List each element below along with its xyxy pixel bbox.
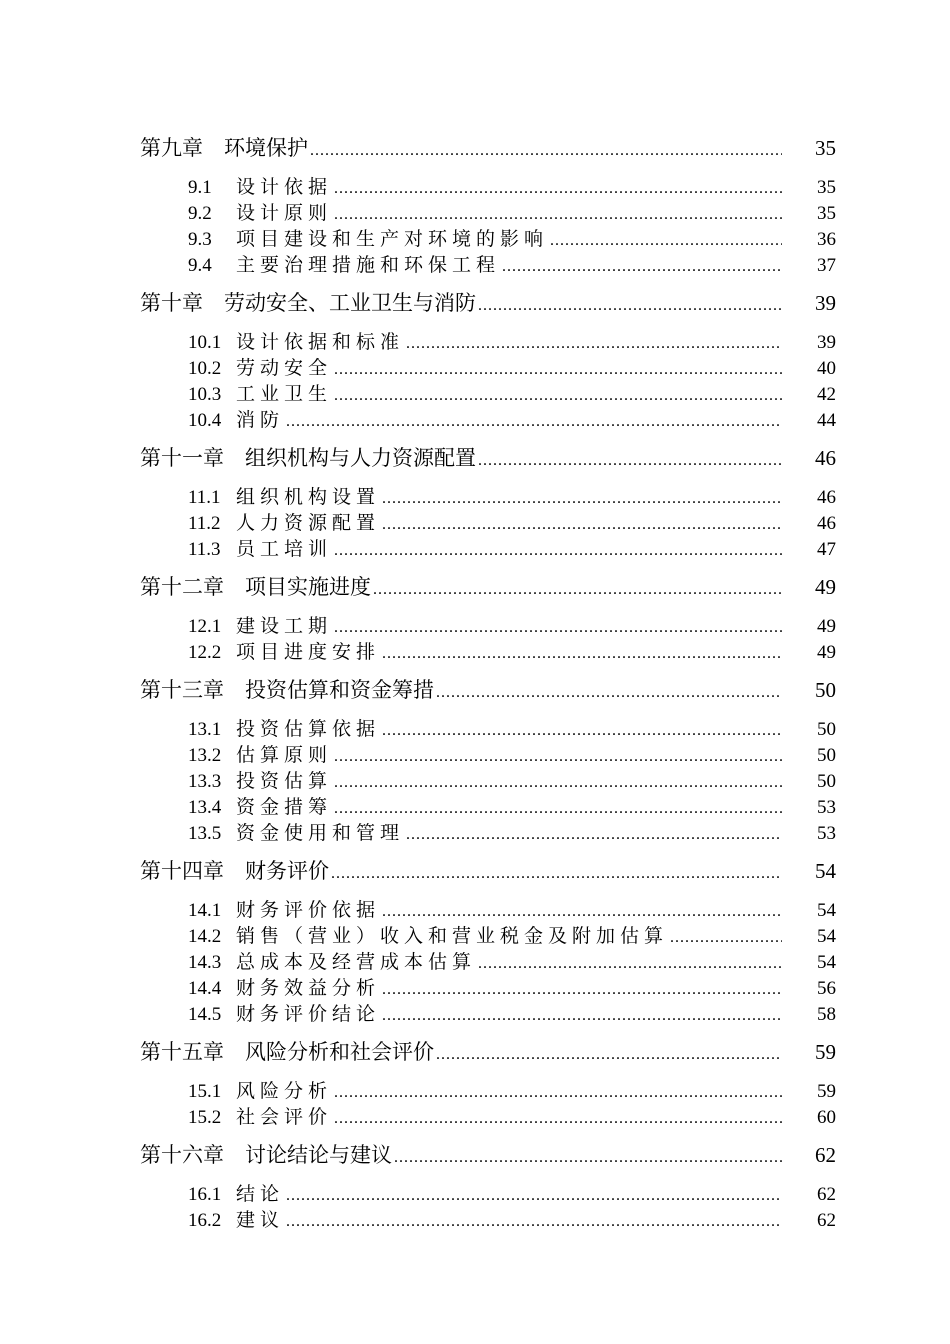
- section-title: 总成本及经营成本估算: [236, 952, 477, 973]
- toc-section-entry[interactable]: [140, 640, 836, 666]
- toc-section-entry[interactable]: [140, 537, 836, 563]
- section-number: 10.2: [188, 358, 222, 379]
- toc-section-entry[interactable]: [140, 1105, 836, 1131]
- section-title: 估算原则: [236, 745, 333, 766]
- section-page-number: 54: [817, 926, 836, 947]
- toc-chapter-entry[interactable]: [140, 446, 836, 473]
- toc-chapter-entry[interactable]: [140, 1143, 836, 1170]
- dot-leader: [334, 1106, 782, 1131]
- dot-leader: [334, 383, 782, 408]
- section-title: 组织机构设置: [236, 487, 381, 508]
- chapter-title: 第十二章 项目实施进度: [140, 575, 371, 599]
- section-page-number: 60: [817, 1107, 836, 1128]
- chapter-title: 第十六章 讨论结论与建议: [140, 1143, 392, 1167]
- section-number: 13.5: [188, 823, 222, 844]
- toc-section-entry[interactable]: [140, 924, 836, 950]
- chapter-page-number: 62: [815, 1143, 836, 1167]
- dot-leader: [394, 1145, 782, 1170]
- dot-leader: [382, 486, 782, 511]
- section-number: 13.2: [188, 745, 222, 766]
- section-title: 项目进度安排: [236, 642, 381, 663]
- section-title: 资金使用和管理: [236, 823, 405, 844]
- dot-leader: [502, 254, 782, 279]
- section-page-number: 54: [817, 952, 836, 973]
- section-number: 10.4: [188, 410, 222, 431]
- section-page-number: 49: [817, 616, 836, 637]
- section-number: 13.4: [188, 797, 222, 818]
- dot-leader: [670, 925, 782, 950]
- section-title: 项目建设和生产对环境的影响: [236, 229, 549, 250]
- toc-section-entry[interactable]: [140, 795, 836, 821]
- dot-leader: [478, 951, 782, 976]
- section-page-number: 37: [817, 255, 836, 276]
- section-number: 10.3: [188, 384, 222, 405]
- chapter-page-number: 59: [815, 1040, 836, 1064]
- section-number: 14.4: [188, 978, 222, 999]
- dot-leader: [334, 538, 782, 563]
- section-number: 13.3: [188, 771, 222, 792]
- dot-leader: [334, 1080, 782, 1105]
- toc-section-entry[interactable]: [140, 821, 836, 847]
- toc-chapter-entry[interactable]: [140, 291, 836, 318]
- dot-leader: [382, 641, 782, 666]
- toc-chapter-entry[interactable]: [140, 1040, 836, 1067]
- section-number: 14.5: [188, 1004, 222, 1025]
- toc-section-entry[interactable]: [140, 614, 836, 640]
- toc-section-entry[interactable]: [140, 1208, 836, 1234]
- section-number: 14.3: [188, 952, 222, 973]
- section-title: 工业卫生: [236, 384, 333, 405]
- section-page-number: 49: [817, 642, 836, 663]
- table-of-contents: [140, 136, 836, 1234]
- chapter-page-number: 54: [815, 859, 836, 883]
- section-number: 11.1: [188, 487, 221, 508]
- chapter-title: 第十三章 投资估算和资金筹措: [140, 678, 434, 702]
- section-number: 9.1: [188, 177, 212, 198]
- section-page-number: 53: [817, 797, 836, 818]
- section-number: 15.2: [188, 1107, 222, 1128]
- section-number: 10.1: [188, 332, 222, 353]
- section-title: 投资估算依据: [236, 719, 381, 740]
- toc-section-entry[interactable]: [140, 201, 836, 227]
- section-number: 9.2: [188, 203, 212, 224]
- toc-section-entry[interactable]: [140, 1182, 836, 1208]
- dot-leader: [334, 176, 782, 201]
- dot-leader: [310, 138, 782, 163]
- section-title: 财务效益分析: [236, 978, 381, 999]
- toc-section-entry[interactable]: [140, 769, 836, 795]
- dot-leader: [406, 331, 782, 356]
- section-title: 社会评价: [236, 1107, 333, 1128]
- section-page-number: 56: [817, 978, 836, 999]
- dot-leader: [334, 744, 782, 769]
- section-title: 财务评价依据: [236, 900, 381, 921]
- section-page-number: 58: [817, 1004, 836, 1025]
- dot-leader: [436, 680, 782, 705]
- section-page-number: 40: [817, 358, 836, 379]
- dot-leader: [373, 577, 782, 602]
- section-number: 9.4: [188, 255, 212, 276]
- toc-section-entry[interactable]: [140, 408, 836, 434]
- chapter-title: 第十章 劳动安全、工业卫生与消防: [140, 291, 476, 315]
- section-title: 建设工期: [236, 616, 333, 637]
- section-page-number: 47: [817, 539, 836, 560]
- toc-section-entry[interactable]: [140, 356, 836, 382]
- toc-section-entry[interactable]: [140, 743, 836, 769]
- section-title: 建议: [236, 1210, 285, 1231]
- section-number: 15.1: [188, 1081, 222, 1102]
- toc-section-entry[interactable]: [140, 976, 836, 1002]
- section-number: 13.1: [188, 719, 222, 740]
- section-number: 14.2: [188, 926, 222, 947]
- dot-leader: [436, 1042, 782, 1067]
- section-page-number: 62: [817, 1210, 836, 1231]
- chapter-page-number: 49: [815, 575, 836, 599]
- section-page-number: 50: [817, 745, 836, 766]
- dot-leader: [550, 228, 782, 253]
- toc-chapter-entry[interactable]: [140, 575, 836, 602]
- section-number: 16.1: [188, 1184, 222, 1205]
- section-page-number: 35: [817, 177, 836, 198]
- section-number: 12.2: [188, 642, 222, 663]
- section-page-number: 46: [817, 513, 836, 534]
- chapter-title: 第十四章 财务评价: [140, 859, 329, 883]
- section-title: 设计依据: [236, 177, 333, 198]
- section-number: 9.3: [188, 229, 212, 250]
- section-page-number: 46: [817, 487, 836, 508]
- toc-section-entry[interactable]: [140, 485, 836, 511]
- toc-section-entry[interactable]: [140, 898, 836, 924]
- toc-section-entry[interactable]: [140, 717, 836, 743]
- toc-section-entry[interactable]: [140, 1002, 836, 1028]
- chapter-title: 第十一章 组织机构与人力资源配置: [140, 446, 476, 470]
- dot-leader: [406, 822, 782, 847]
- section-title: 人力资源配置: [236, 513, 381, 534]
- dot-leader: [286, 1183, 782, 1208]
- chapter-page-number: 50: [815, 678, 836, 702]
- section-page-number: 59: [817, 1081, 836, 1102]
- dot-leader: [382, 1003, 782, 1028]
- section-title: 财务评价结论: [236, 1004, 381, 1025]
- section-title: 劳动安全: [236, 358, 333, 379]
- section-title: 资金措筹: [236, 797, 333, 818]
- dot-leader: [286, 409, 782, 434]
- section-title: 销售（营业）收入和营业税金及附加估算: [236, 926, 669, 947]
- dot-leader: [478, 448, 782, 473]
- chapter-page-number: 46: [815, 446, 836, 470]
- section-page-number: 39: [817, 332, 836, 353]
- dot-leader: [382, 899, 782, 924]
- toc-chapter-entry[interactable]: [140, 136, 836, 163]
- section-title: 设计原则: [236, 203, 333, 224]
- section-page-number: 62: [817, 1184, 836, 1205]
- section-title: 消防: [236, 410, 285, 431]
- dot-leader: [334, 202, 782, 227]
- toc-section-entry[interactable]: [140, 511, 836, 537]
- dot-leader: [334, 770, 782, 795]
- section-title: 结论: [236, 1184, 285, 1205]
- section-page-number: 50: [817, 719, 836, 740]
- section-page-number: 36: [817, 229, 836, 250]
- section-number: 16.2: [188, 1210, 222, 1231]
- toc-section-entry[interactable]: [140, 227, 836, 253]
- section-title: 投资估算: [236, 771, 333, 792]
- chapter-page-number: 39: [815, 291, 836, 315]
- section-title: 设计依据和标准: [236, 332, 405, 353]
- section-page-number: 50: [817, 771, 836, 792]
- toc-section-entry[interactable]: [140, 382, 836, 408]
- dot-leader: [382, 512, 782, 537]
- section-page-number: 44: [817, 410, 836, 431]
- dot-leader: [334, 796, 782, 821]
- section-number: 12.1: [188, 616, 222, 637]
- chapter-page-number: 35: [815, 136, 836, 160]
- section-number: 14.1: [188, 900, 222, 921]
- section-page-number: 42: [817, 384, 836, 405]
- section-number: 11.3: [188, 539, 221, 560]
- toc-section-entry[interactable]: [140, 1079, 836, 1105]
- dot-leader: [382, 718, 782, 743]
- section-title: 风险分析: [236, 1081, 333, 1102]
- chapter-title: 第九章 环境保护: [140, 136, 308, 160]
- chapter-title: 第十五章 风险分析和社会评价: [140, 1040, 434, 1064]
- section-page-number: 35: [817, 203, 836, 224]
- toc-chapter-entry[interactable]: [140, 678, 836, 705]
- toc-section-entry[interactable]: [140, 253, 836, 279]
- toc-section-entry[interactable]: [140, 330, 836, 356]
- dot-leader: [334, 357, 782, 382]
- section-title: 员工培训: [236, 539, 333, 560]
- section-number: 11.2: [188, 513, 221, 534]
- dot-leader: [382, 977, 782, 1002]
- section-page-number: 54: [817, 900, 836, 921]
- dot-leader: [286, 1209, 782, 1234]
- dot-leader: [334, 615, 782, 640]
- toc-section-entry[interactable]: [140, 950, 836, 976]
- section-page-number: 53: [817, 823, 836, 844]
- toc-chapter-entry[interactable]: [140, 859, 836, 886]
- dot-leader: [331, 861, 782, 886]
- toc-section-entry[interactable]: [140, 175, 836, 201]
- dot-leader: [478, 293, 782, 318]
- section-title: 主要治理措施和环保工程: [236, 255, 501, 276]
